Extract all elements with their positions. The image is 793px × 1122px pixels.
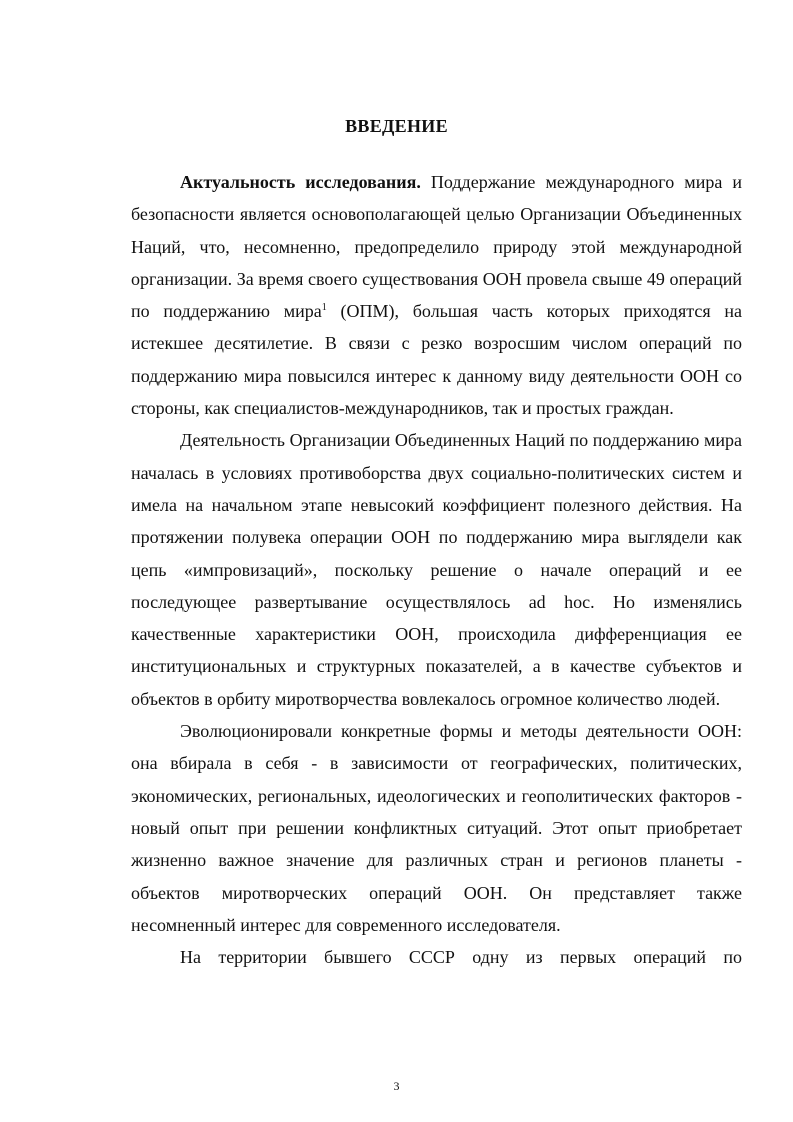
- document-body: [131, 166, 742, 973]
- footnote-reference: 1: [321, 302, 327, 314]
- paragraph-relevance: [131, 166, 742, 424]
- paragraph-text: Поддержание международного мира и безопасности является основополагающей целью Организации Объединенных Наций, что, несомненно, предопределило природу этой международной организации. За время своего существования ООН провела свыше 49 операций по поддержанию мира: [131, 172, 743, 322]
- paragraph-un-activity: Деятельность Организации Объединенных Наций по поддержанию мира началась в условиях противоборства двух социально-политических систем и имела на начальном этапе невысокий коэффициент полезного действия. На протяжении полувека операции ООН по поддержанию мира выглядели как цепь «импровизаций», поскольку решение о начале операций и ее последующее развертывание осуществлялось ad hoc. Но изменялись качественные характеристики ООН, происходила дифференциация ее институциональных и структурных показателей, а в качестве субъектов и объектов в орбиту миротворчества вовлекалось огромное количество людей.: [131, 430, 742, 709]
- paragraph-ussr: На территории бывшего СССР одну из первых операций по: [180, 947, 742, 968]
- paragraph-text: (ОПМ), большая часть которых приходятся на истекшее десятилетие. В связи с резко возросшим числом операций по поддержанию мира повысился интерес к данному виду деятельности ООН со стороны, как специалистов-международников, так и простых граждан.: [131, 301, 742, 419]
- paragraph-lead: Актуальность исследования.: [180, 172, 421, 192]
- page-title: ВВЕДЕНИЕ: [345, 116, 448, 136]
- paragraph-evolution: Эволюционировали конкретные формы и методы деятельности ООН: она вбирала в себя - в зависимости от географических, политических, экономических, региональных, идеологических и геополитических факторов - новый опыт при решении конфликтных ситуаций. Этот опыт приобретает жизненно важное значение для различных стран и регионов планеты - объектов миротворческих операций ООН. Он представляет также несомненный интерес для современного исследователя.: [131, 721, 742, 935]
- page-number: 3: [393, 1079, 400, 1093]
